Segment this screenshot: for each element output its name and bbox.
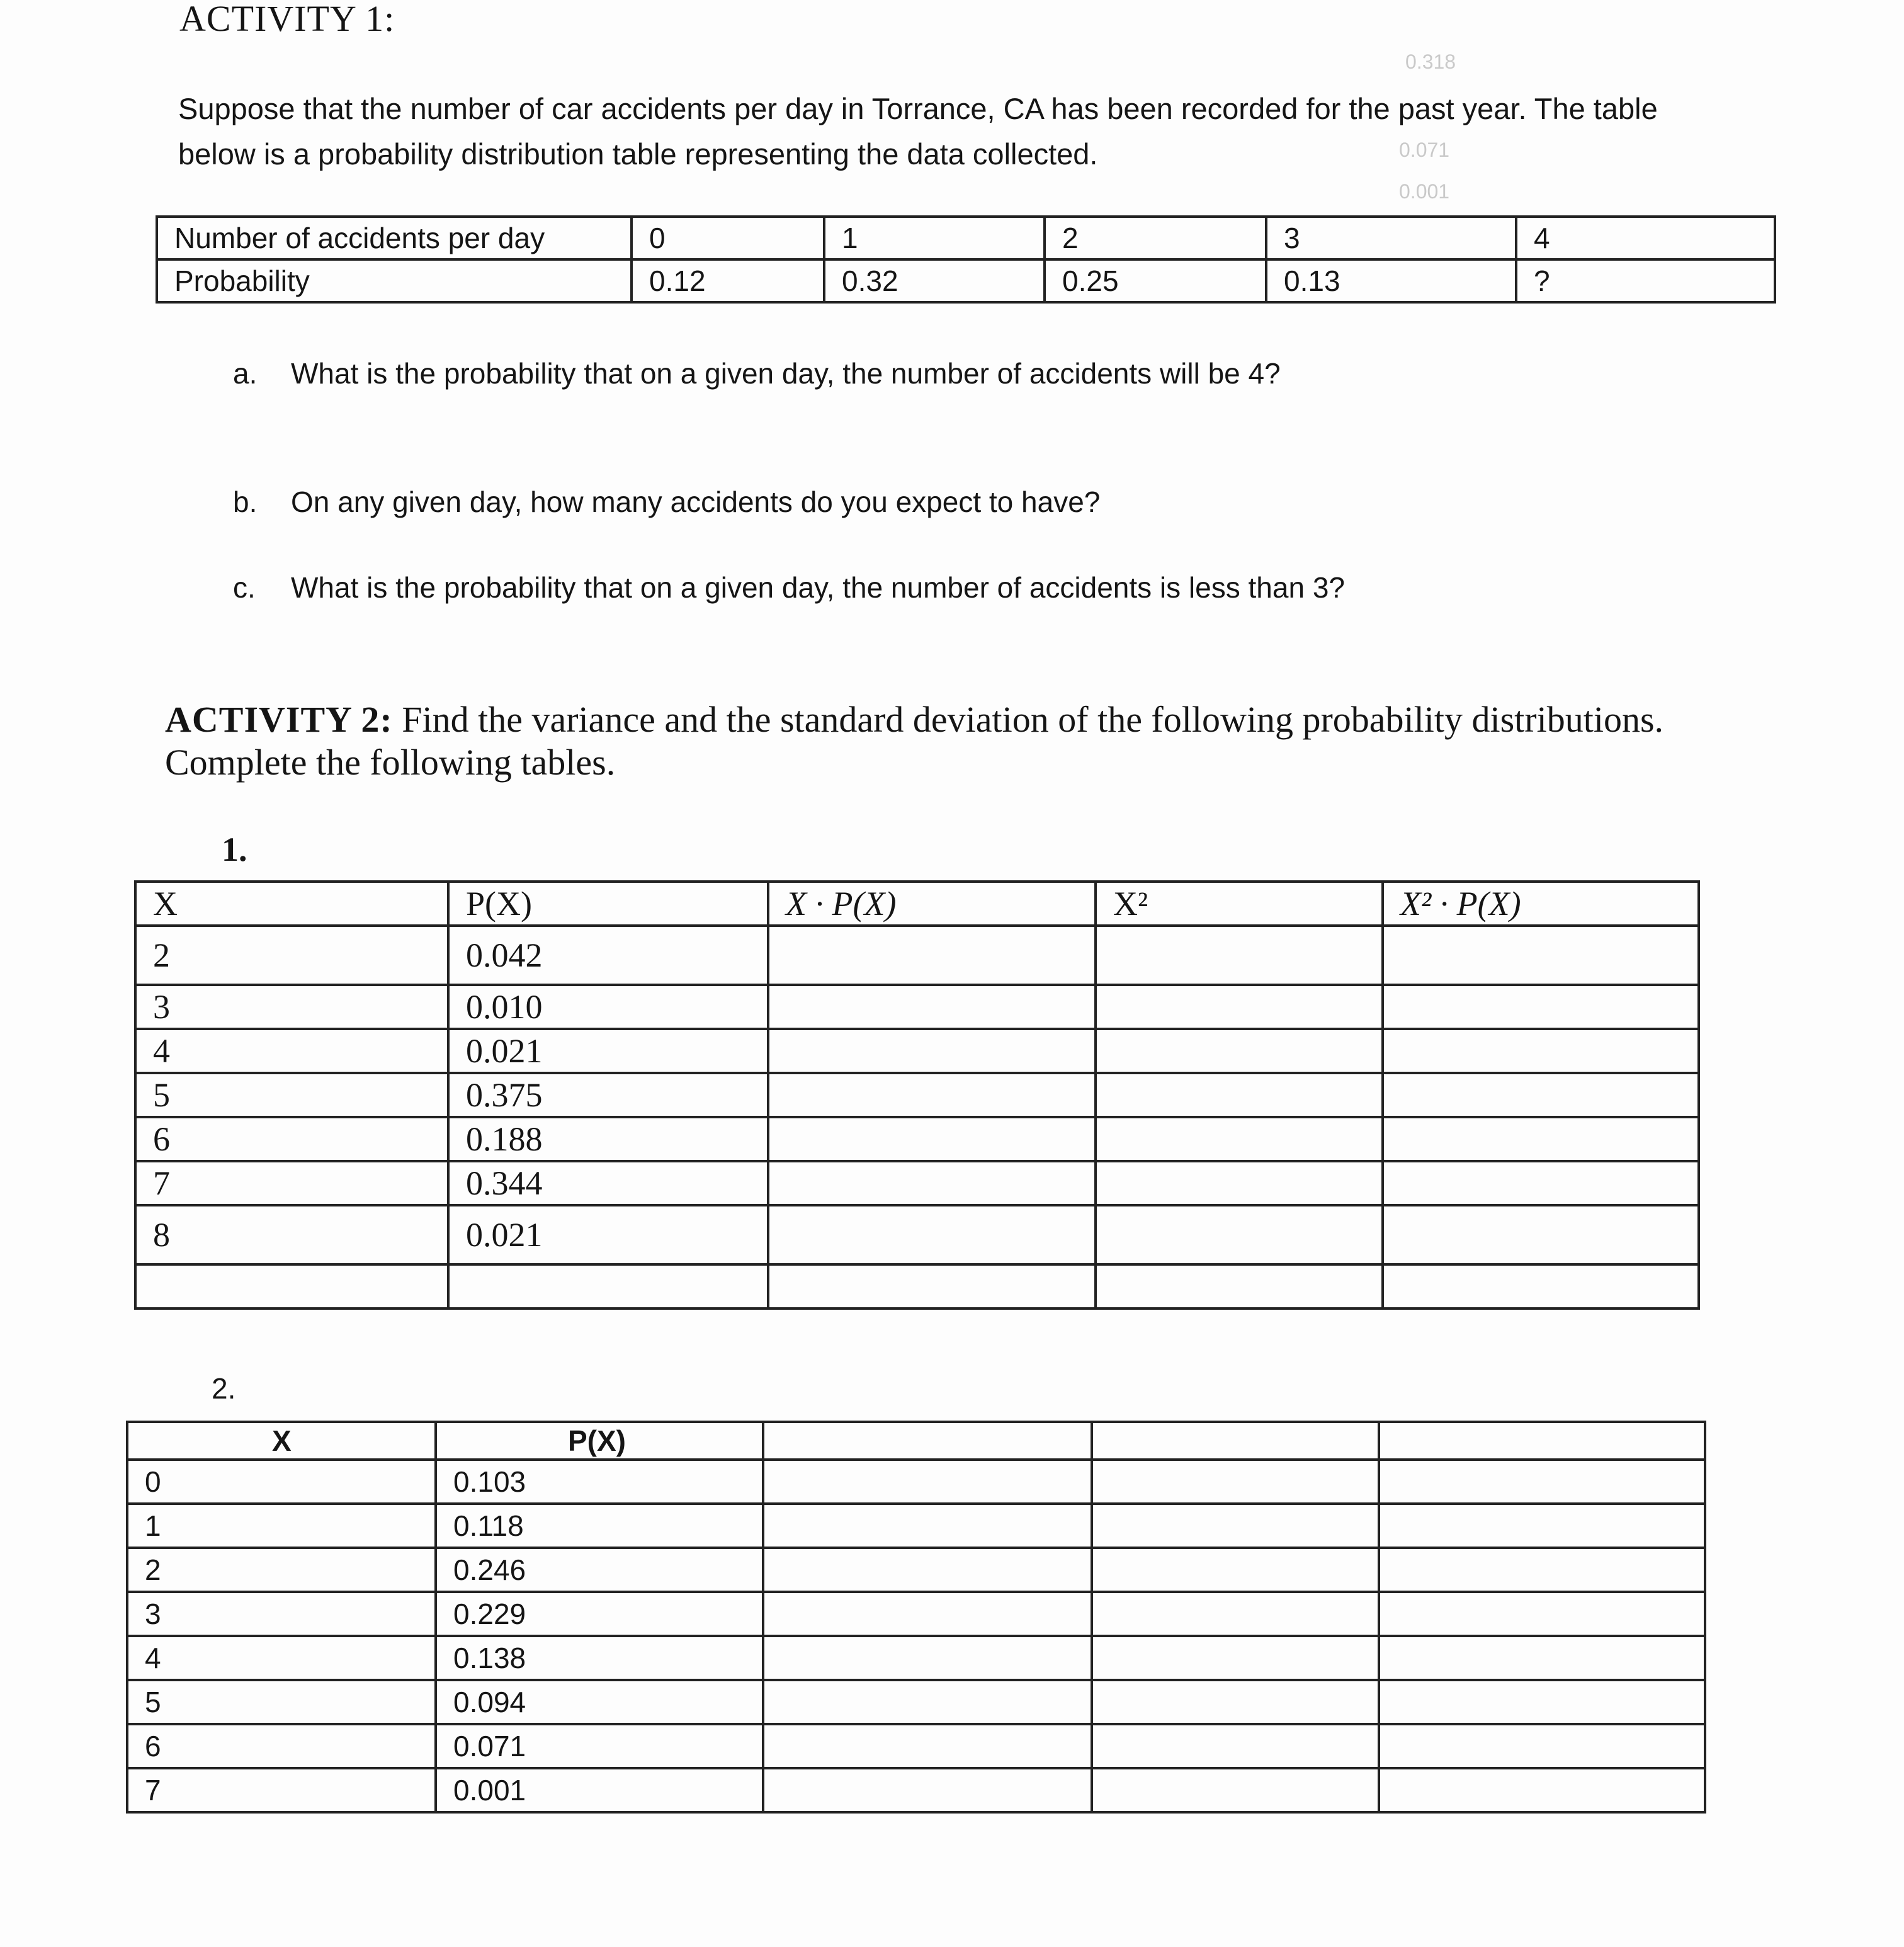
table-row <box>157 259 1775 302</box>
blank-cell[interactable] <box>763 1422 1092 1460</box>
blank-cell[interactable] <box>1096 1205 1383 1264</box>
question-c <box>233 570 1345 605</box>
blank-cell[interactable] <box>1383 1029 1699 1073</box>
blank-cell[interactable] <box>768 926 1096 985</box>
blank-cell[interactable] <box>448 1264 768 1308</box>
p-cell: 0.188 <box>448 1117 768 1161</box>
activity2-instruction-line2: Complete the following tables. <box>165 742 616 783</box>
blank-cell[interactable] <box>1092 1548 1379 1592</box>
bleed-through-mark: 0.071 <box>1399 139 1450 161</box>
blank-cell[interactable] <box>768 1205 1096 1264</box>
blank-cell[interactable] <box>1096 926 1383 985</box>
p-cell: 0.094 <box>436 1680 763 1724</box>
x-cell: 2 <box>127 1548 436 1592</box>
header-px: P(X) <box>436 1422 763 1460</box>
blank-cell[interactable] <box>1379 1768 1705 1812</box>
question-text: What is the probability that on a given day, the number of accidents is less than 3? <box>291 571 1345 604</box>
p-cell: 0.118 <box>436 1504 763 1548</box>
blank-cell[interactable] <box>1092 1768 1379 1812</box>
x-cell: 0 <box>127 1460 436 1504</box>
p-cell: 0.13 <box>1266 259 1516 302</box>
x-cell: 1 <box>127 1504 436 1548</box>
blank-cell[interactable] <box>1379 1636 1705 1680</box>
blank-cell[interactable] <box>1383 1205 1699 1264</box>
table-row <box>135 1161 1699 1205</box>
x-cell: 8 <box>135 1205 448 1264</box>
table-row <box>135 1264 1699 1308</box>
table-row <box>135 1117 1699 1161</box>
p-cell: 0.138 <box>436 1636 763 1680</box>
blank-cell[interactable] <box>1379 1548 1705 1592</box>
table-row <box>135 1073 1699 1117</box>
activity1-intro-line1: Suppose that the number of car accidents per day in Torrance, CA has been recorded for the past year. The table <box>178 92 1658 125</box>
blank-cell[interactable] <box>1383 1117 1699 1161</box>
p-cell: 0.071 <box>436 1724 763 1768</box>
bleed-through-mark: 0.318 <box>1405 50 1456 73</box>
blank-cell[interactable] <box>1092 1636 1379 1680</box>
table-row <box>127 1460 1705 1504</box>
table-row <box>127 1636 1705 1680</box>
p-cell: 0.12 <box>632 259 824 302</box>
header-x: X <box>127 1422 436 1460</box>
blank-cell[interactable] <box>768 1161 1096 1205</box>
x-cell: 4 <box>1516 217 1775 259</box>
table-row <box>127 1724 1705 1768</box>
blank-cell[interactable] <box>768 1073 1096 1117</box>
p-cell: 0.344 <box>448 1161 768 1205</box>
table-row <box>127 1592 1705 1636</box>
p-cell: 0.021 <box>448 1029 768 1073</box>
blank-cell[interactable] <box>763 1460 1092 1504</box>
blank-cell[interactable] <box>763 1592 1092 1636</box>
header-x-times-px: X · P(X) <box>768 882 1096 926</box>
x-cell: 7 <box>135 1161 448 1205</box>
blank-cell[interactable] <box>1092 1504 1379 1548</box>
p-cell: 0.010 <box>448 985 768 1029</box>
row-label-probability: Probability <box>157 259 632 302</box>
blank-cell[interactable] <box>1379 1422 1705 1460</box>
x-cell: 6 <box>127 1724 436 1768</box>
p-cell: 0.229 <box>436 1592 763 1636</box>
blank-cell[interactable] <box>763 1548 1092 1592</box>
header-x-squared: X² <box>1096 882 1383 926</box>
blank-cell[interactable] <box>1379 1592 1705 1636</box>
blank-cell[interactable] <box>1096 1073 1383 1117</box>
blank-cell[interactable] <box>1383 1073 1699 1117</box>
blank-cell[interactable] <box>1379 1724 1705 1768</box>
blank-cell[interactable] <box>768 1264 1096 1308</box>
blank-cell[interactable] <box>1096 1029 1383 1073</box>
question-label: c. <box>233 571 256 604</box>
question-label: b. <box>233 485 258 518</box>
x-cell: 7 <box>127 1768 436 1812</box>
blank-cell[interactable] <box>1383 926 1699 985</box>
activity2-heading: ACTIVITY 2: <box>165 699 393 740</box>
blank-cell[interactable] <box>1379 1680 1705 1724</box>
p-cell: 0.001 <box>436 1768 763 1812</box>
p-cell: 0.25 <box>1045 259 1266 302</box>
table-row <box>135 1205 1699 1264</box>
x-cell: 4 <box>127 1636 436 1680</box>
blank-cell[interactable] <box>768 1117 1096 1161</box>
activity1-intro-line2: below is a probability distribution table representing the data collected. <box>178 137 1098 171</box>
x-cell: 0 <box>632 217 824 259</box>
blank-cell[interactable] <box>1379 1504 1705 1548</box>
x-cell: 3 <box>135 985 448 1029</box>
blank-cell[interactable] <box>763 1724 1092 1768</box>
blank-cell[interactable] <box>1383 1161 1699 1205</box>
blank-cell[interactable] <box>1092 1422 1379 1460</box>
table-row <box>135 1029 1699 1073</box>
blank-cell[interactable] <box>763 1680 1092 1724</box>
p-cell: ? <box>1516 259 1775 302</box>
p-cell: 0.246 <box>436 1548 763 1592</box>
table-row <box>127 1504 1705 1548</box>
blank-cell[interactable] <box>1092 1680 1379 1724</box>
blank-cell[interactable] <box>1092 1460 1379 1504</box>
table-row <box>135 926 1699 985</box>
p-cell: 0.32 <box>824 259 1045 302</box>
question-label: a. <box>233 357 258 390</box>
blank-cell[interactable] <box>1096 1264 1383 1308</box>
table-row <box>135 985 1699 1029</box>
blank-cell[interactable] <box>1379 1460 1705 1504</box>
x-cell: 5 <box>127 1680 436 1724</box>
blank-cell[interactable] <box>768 1029 1096 1073</box>
blank-cell[interactable] <box>1096 1161 1383 1205</box>
distribution-table-1 <box>134 880 1700 1310</box>
question-text: On any given day, how many accidents do you expect to have? <box>291 485 1101 518</box>
blank-cell[interactable] <box>763 1636 1092 1680</box>
bleed-through-mark: 0.001 <box>1399 180 1450 203</box>
table-row <box>127 1768 1705 1812</box>
table-row <box>157 217 1775 259</box>
question-a <box>233 356 1281 390</box>
p-cell: 0.042 <box>448 926 768 985</box>
x-cell: 4 <box>135 1029 448 1073</box>
table-header-row <box>135 882 1699 926</box>
question-text: What is the probability that on a given day, the number of accidents will be 4? <box>291 357 1281 390</box>
activity1-heading: ACTIVITY 1: <box>179 0 395 39</box>
blank-cell[interactable] <box>1096 985 1383 1029</box>
blank-cell[interactable] <box>1092 1592 1379 1636</box>
question-b <box>233 485 1100 519</box>
x-cell: 2 <box>1045 217 1266 259</box>
p-cell: 0.103 <box>436 1460 763 1504</box>
row-label-accidents: Number of accidents per day <box>157 217 632 259</box>
x-cell: 5 <box>135 1073 448 1117</box>
header-x-squared-times-px: X² · P(X) <box>1383 882 1699 926</box>
x-cell: 1 <box>824 217 1045 259</box>
header-x: X <box>135 882 448 926</box>
blank-cell[interactable] <box>768 985 1096 1029</box>
blank-cell[interactable] <box>1383 1264 1699 1308</box>
accident-probability-table <box>156 215 1776 304</box>
table-row <box>127 1680 1705 1724</box>
x-cell: 3 <box>127 1592 436 1636</box>
header-px: P(X) <box>448 882 768 926</box>
x-cell: 2 <box>135 926 448 985</box>
blank-cell[interactable] <box>135 1264 448 1308</box>
distribution-table-2 <box>126 1421 1706 1814</box>
p-cell: 0.021 <box>448 1205 768 1264</box>
blank-cell[interactable] <box>763 1504 1092 1548</box>
activity2-instruction-line1 <box>165 698 1663 742</box>
table-row <box>127 1548 1705 1592</box>
table1-number: 1. <box>222 831 247 868</box>
blank-cell[interactable] <box>1096 1117 1383 1161</box>
activity2-instruction: Find the variance and the standard deviation of the following probability distributions. <box>402 699 1664 740</box>
x-cell: 3 <box>1266 217 1516 259</box>
table2-number: 2. <box>212 1372 236 1405</box>
blank-cell[interactable] <box>1383 985 1699 1029</box>
p-cell: 0.375 <box>448 1073 768 1117</box>
table-header-row <box>127 1422 1705 1460</box>
x-cell: 6 <box>135 1117 448 1161</box>
blank-cell[interactable] <box>1092 1724 1379 1768</box>
blank-cell[interactable] <box>763 1768 1092 1812</box>
